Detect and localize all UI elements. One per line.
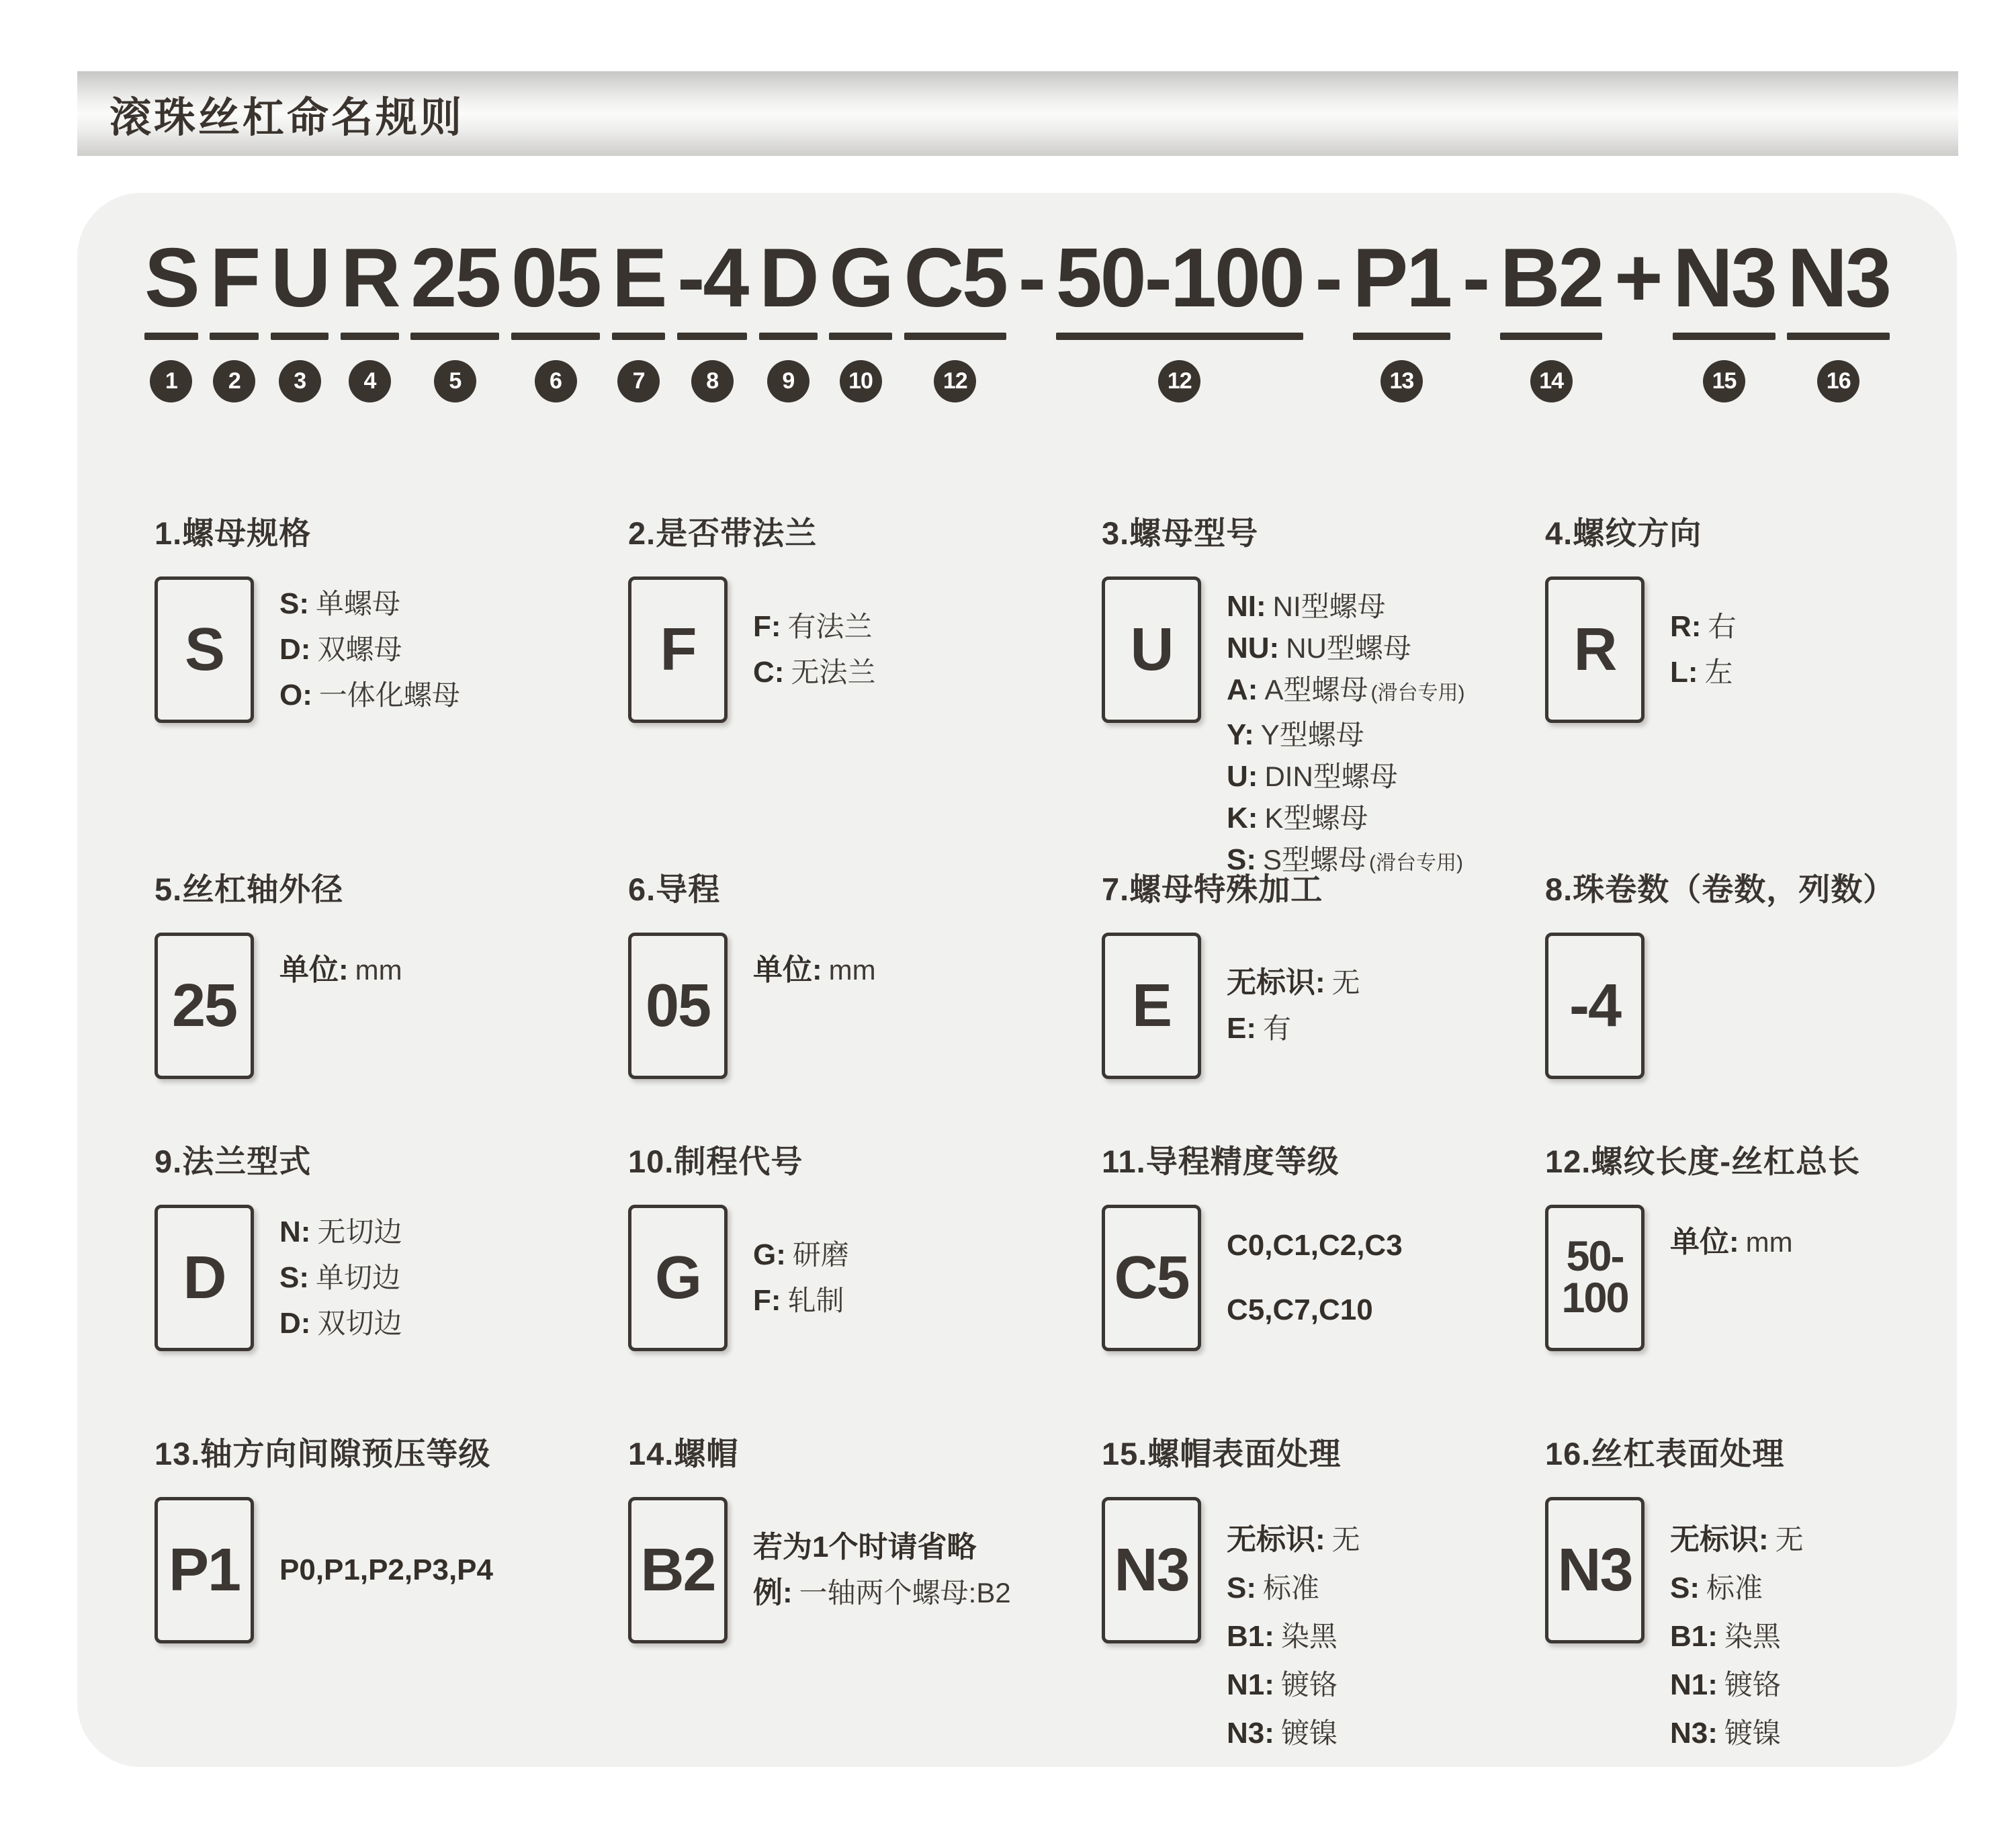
legend-item: O: 一体化螺母 — [279, 679, 460, 712]
naming-section — [1102, 509, 1545, 876]
section-title: 16.丝杠表面处理 — [1545, 1436, 1785, 1471]
legend-item: S: 单螺母 — [279, 587, 401, 620]
section-code-box: 25 — [155, 933, 254, 1079]
code-token-underline — [271, 333, 329, 340]
legend-item: 单位: mm — [279, 953, 402, 986]
code-token-text: - — [1315, 232, 1341, 325]
legend-item: NI: NI型螺母 — [1227, 590, 1386, 623]
naming-section — [1102, 1137, 1545, 1429]
code-row — [144, 234, 1890, 402]
section-body — [628, 1497, 1102, 1643]
legend-item: 若为1个时请省略 — [753, 1531, 977, 1563]
legend-item: N1: 镀铬 — [1670, 1668, 1781, 1701]
legend-item: U: DIN型螺母 — [1227, 760, 1398, 793]
section-code-box: G — [628, 1205, 728, 1351]
section-legend — [753, 947, 876, 993]
code-token-text: F — [210, 232, 259, 325]
position-number-badge: 4 — [349, 360, 391, 402]
code-token-text: N3 — [1673, 232, 1776, 325]
code-token-underline — [210, 333, 259, 340]
code-token-underline — [511, 333, 600, 340]
section-legend — [1670, 1516, 1804, 1758]
legend-item: B1: 染黑 — [1227, 1620, 1338, 1653]
code-token-text: 25 — [410, 232, 500, 325]
code-token-underline — [341, 333, 399, 340]
position-number-badge: 15 — [1703, 360, 1745, 402]
sections-grid — [155, 509, 1957, 1758]
code-token-text: 05 — [511, 232, 600, 325]
code-token — [511, 234, 600, 402]
naming-section — [1545, 509, 1957, 865]
section-title: 4.螺纹方向 — [1545, 515, 1702, 551]
naming-section — [155, 1429, 628, 1758]
legend-item: N: 无切边 — [279, 1215, 402, 1248]
section-body — [628, 1205, 1102, 1351]
code-token-underline — [1056, 333, 1303, 340]
naming-section — [628, 865, 1102, 1137]
section-legend — [1227, 1213, 1409, 1342]
naming-section — [628, 1429, 1102, 1758]
code-token — [829, 234, 891, 402]
section-code-box: E — [1102, 933, 1201, 1079]
legend-item: R: 右 — [1670, 610, 1737, 643]
naming-rule-card — [77, 193, 1957, 1767]
section-body — [1102, 933, 1545, 1079]
position-number-badge: 16 — [1817, 360, 1859, 402]
code-token — [759, 234, 818, 402]
code-token — [904, 234, 1007, 402]
legend-item: D: 双螺母 — [279, 633, 402, 666]
code-token-underline — [829, 333, 891, 340]
section-title: 13.轴方向间隙预压等级 — [155, 1436, 491, 1471]
section-body — [155, 576, 628, 723]
code-separator — [1614, 232, 1661, 325]
naming-section — [628, 509, 1102, 865]
legend-item: P0,P1,P2,P3,P4 — [279, 1553, 493, 1586]
legend-item: 无标识: 无 — [1227, 1523, 1360, 1556]
code-separator — [1018, 232, 1045, 325]
legend-item: G: 研磨 — [753, 1238, 849, 1271]
section-body — [1102, 1497, 1545, 1758]
section-body — [628, 576, 1102, 723]
naming-section — [155, 509, 628, 865]
section-legend — [1227, 1516, 1360, 1758]
naming-section — [155, 865, 628, 1137]
naming-section — [1545, 865, 1957, 1137]
legend-item: 无标识: 无 — [1670, 1523, 1804, 1556]
naming-section — [1545, 1137, 1957, 1429]
code-token-underline — [1353, 333, 1451, 340]
position-number-badge: 5 — [434, 360, 476, 402]
position-number-badge: 9 — [767, 360, 809, 402]
code-token-underline — [410, 333, 499, 340]
code-token — [1673, 234, 1776, 402]
section-title: 15.螺帽表面处理 — [1102, 1436, 1342, 1471]
page-title: 滚珠丝杠命名规则 — [109, 94, 465, 141]
code-token-underline — [612, 333, 666, 340]
section-code-box: P1 — [155, 1497, 254, 1643]
section-code-box: R — [1545, 576, 1645, 723]
position-number-badge: 3 — [279, 360, 321, 402]
section-body — [155, 1497, 628, 1643]
section-code-box: 05 — [628, 933, 728, 1079]
section-legend — [1670, 604, 1736, 695]
section-title: 1.螺母规格 — [155, 515, 312, 551]
code-token-underline — [1787, 333, 1890, 340]
naming-section — [1102, 1429, 1545, 1758]
code-token-text: C5 — [904, 232, 1007, 325]
section-legend — [753, 1525, 1011, 1616]
section-code-box: -4 — [1545, 933, 1645, 1079]
code-token — [1787, 234, 1890, 402]
position-number-badge: 6 — [535, 360, 577, 402]
section-body — [1545, 1497, 1957, 1758]
legend-item: E: 有 — [1227, 1012, 1292, 1045]
position-number-badge: 12 — [934, 360, 976, 402]
code-token-underline — [144, 333, 198, 340]
legend-item: A: A型螺母 (滑台专用) — [1227, 673, 1465, 706]
section-legend — [753, 604, 875, 695]
section-body — [1545, 576, 1957, 723]
code-token — [271, 234, 329, 402]
section-title: 2.是否带法兰 — [628, 515, 818, 551]
section-code-box: U — [1102, 576, 1201, 723]
section-legend — [753, 1232, 849, 1324]
code-token-underline — [677, 333, 747, 340]
legend-item: L: 左 — [1670, 656, 1733, 689]
code-token-text: E — [611, 232, 666, 325]
legend-item: 单位: mm — [1670, 1226, 1793, 1258]
position-number-badge: 13 — [1380, 360, 1423, 402]
code-token-text: U — [270, 232, 329, 325]
position-number-badge: 1 — [150, 360, 192, 402]
legend-item: Y: Y型螺母 — [1227, 718, 1364, 751]
code-token-text: 50-100 — [1055, 232, 1303, 325]
code-separator — [1315, 232, 1341, 325]
position-number-badge: 14 — [1530, 360, 1573, 402]
section-body — [1102, 1205, 1545, 1351]
code-token — [1056, 234, 1303, 402]
code-token — [341, 234, 399, 402]
code-token — [612, 234, 666, 402]
section-title: 14.螺帽 — [628, 1436, 739, 1471]
section-body — [628, 933, 1102, 1079]
section-title: 8.珠卷数（卷数，列数） — [1545, 871, 1896, 907]
code-token-text: R — [341, 232, 399, 325]
code-separator — [1462, 232, 1489, 325]
code-token-text: - — [1462, 232, 1489, 325]
section-title: 10.制程代号 — [628, 1144, 803, 1179]
code-token — [144, 234, 198, 402]
legend-item: N3: 镀镍 — [1670, 1717, 1781, 1750]
legend-item: S: 单切边 — [279, 1261, 401, 1294]
code-token — [1500, 234, 1603, 402]
legend-item: N1: 镀铬 — [1227, 1668, 1338, 1701]
legend-item: S: 标准 — [1227, 1572, 1320, 1604]
section-code-box: C5 — [1102, 1205, 1201, 1351]
code-token-underline — [759, 333, 818, 340]
naming-section — [155, 1137, 628, 1429]
section-body — [1102, 576, 1545, 884]
section-code-box: D — [155, 1205, 254, 1351]
code-token-text: + — [1614, 232, 1661, 325]
code-token — [1353, 234, 1451, 402]
legend-item: K: K型螺母 — [1227, 802, 1368, 834]
header-bar — [77, 71, 1958, 156]
legend-item: C5,C7,C10 — [1227, 1293, 1373, 1326]
legend-item: S: 标准 — [1670, 1572, 1763, 1604]
section-legend — [1227, 586, 1464, 884]
position-number-badge: 7 — [617, 360, 660, 402]
section-title: 3.螺母型号 — [1102, 515, 1259, 551]
naming-section — [628, 1137, 1102, 1429]
section-legend — [279, 581, 460, 718]
section-code-box: 50- 100 — [1545, 1205, 1645, 1351]
code-token-text: P1 — [1352, 232, 1451, 325]
legend-item: C0,C1,C2,C3 — [1227, 1229, 1403, 1262]
section-legend — [279, 1547, 500, 1593]
legend-item: F: 轧制 — [753, 1284, 844, 1317]
legend-item: 单位: mm — [753, 953, 876, 986]
code-token-text: D — [759, 232, 818, 325]
section-code-box: F — [628, 576, 728, 723]
position-number-badge: 2 — [213, 360, 255, 402]
legend-item: S: S型螺母 (滑台专用) — [1227, 843, 1463, 876]
legend-item: C: 无法兰 — [753, 656, 876, 689]
section-code-box: S — [155, 576, 254, 723]
legend-item: F: 有法兰 — [753, 610, 873, 643]
naming-section — [1102, 865, 1545, 1137]
section-body — [155, 933, 628, 1079]
section-title: 5.丝杠轴外径 — [155, 871, 344, 907]
section-title: 6.导程 — [628, 871, 721, 907]
code-token-text: N3 — [1787, 232, 1890, 325]
code-token-text: -4 — [677, 232, 748, 325]
section-title: 9.法兰型式 — [155, 1144, 312, 1179]
legend-item: B1: 染黑 — [1670, 1620, 1781, 1653]
section-code-box: N3 — [1545, 1497, 1645, 1643]
code-token-text: - — [1018, 232, 1045, 325]
position-number-badge: 12 — [1158, 360, 1200, 402]
code-token — [677, 234, 747, 402]
section-legend — [279, 947, 402, 993]
section-title: 7.螺母特殊加工 — [1102, 871, 1323, 907]
code-token-text: S — [144, 232, 198, 325]
legend-item: D: 双切边 — [279, 1307, 402, 1340]
legend-item: 例: 一轴两个螺母:B2 — [753, 1576, 1011, 1609]
code-token-underline — [904, 333, 1007, 340]
code-token-text: B2 — [1499, 232, 1603, 325]
section-title: 11.导程精度等级 — [1102, 1144, 1340, 1179]
code-token-underline — [1500, 333, 1603, 340]
section-body — [155, 1205, 628, 1351]
section-title: 12.螺纹长度-丝杠总长 — [1545, 1144, 1860, 1179]
section-legend — [1670, 1219, 1793, 1265]
legend-item: NU: NU型螺母 — [1227, 632, 1411, 665]
section-body — [1545, 933, 1957, 1079]
section-legend — [279, 1209, 402, 1346]
code-token-text: G — [829, 232, 892, 325]
position-number-badge: 10 — [840, 360, 882, 402]
naming-section — [1545, 1429, 1957, 1758]
code-token-underline — [1673, 333, 1776, 340]
code-token — [410, 234, 499, 402]
section-legend — [1227, 960, 1360, 1052]
section-code-box: B2 — [628, 1497, 728, 1643]
legend-item: 无标识: 无 — [1227, 966, 1360, 999]
legend-item: N3: 镀镍 — [1227, 1717, 1338, 1750]
position-number-badge: 8 — [691, 360, 734, 402]
section-body — [1545, 1205, 1957, 1351]
section-code-box: N3 — [1102, 1497, 1201, 1643]
code-token — [210, 234, 259, 402]
